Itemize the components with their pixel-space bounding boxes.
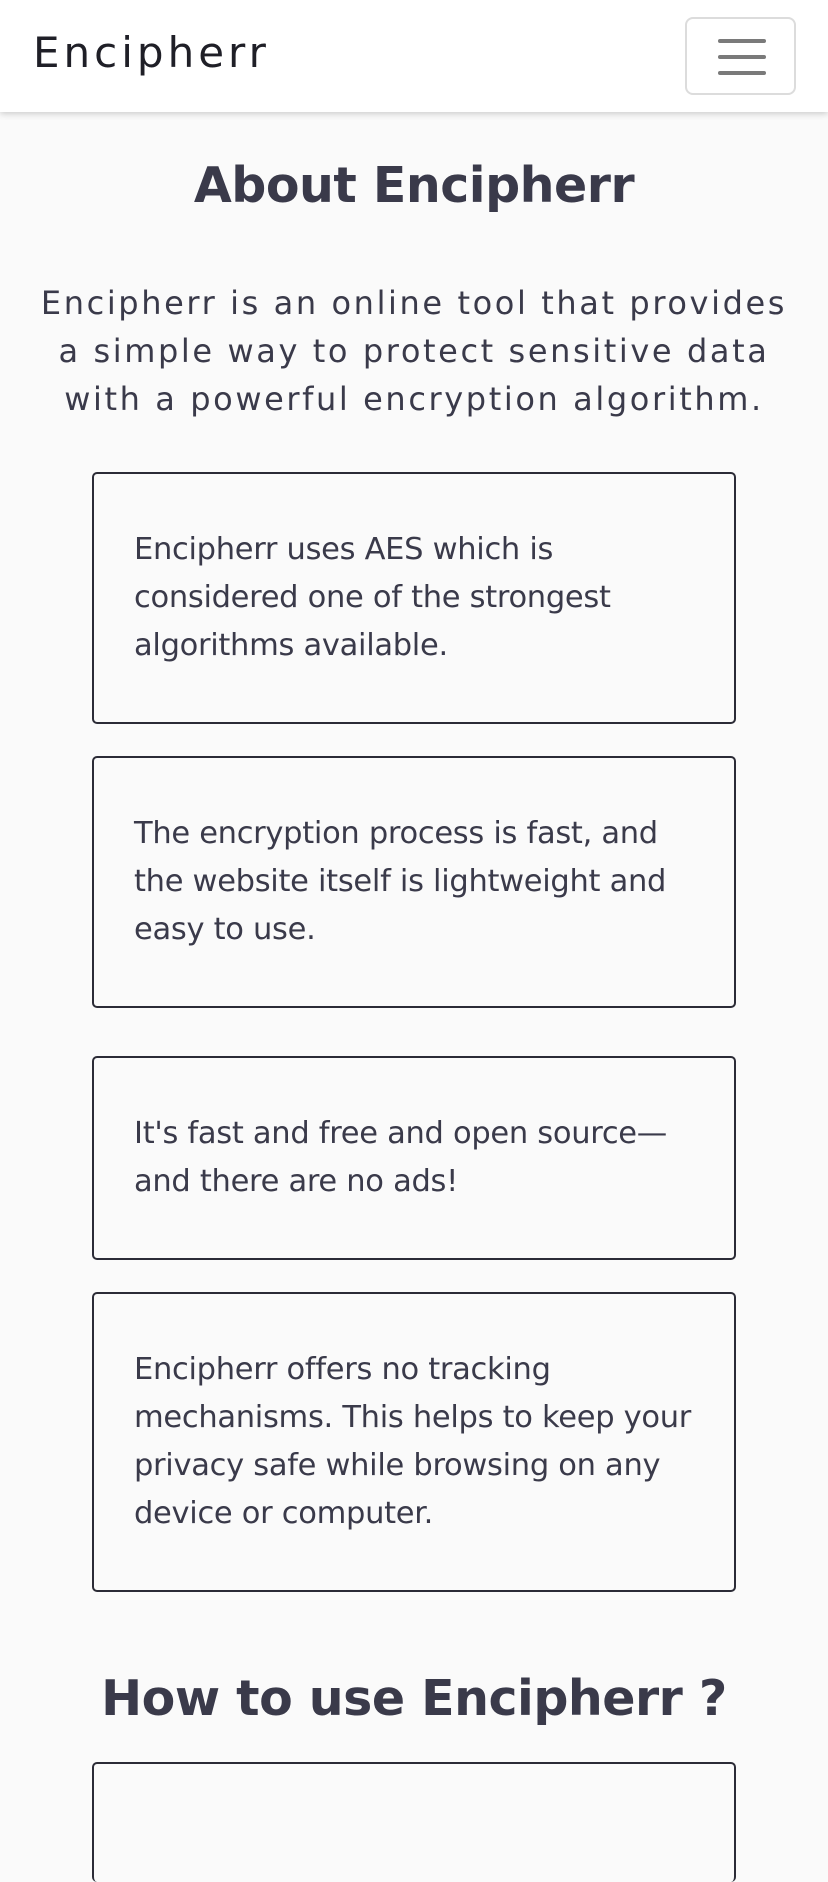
brand-logo[interactable]: Encipherr [33, 28, 270, 77]
about-title: About Encipherr [193, 157, 635, 214]
feature-card-privacy [92, 1292, 736, 1592]
feature-card-aes [92, 472, 736, 724]
about-intro: Encipherr is an online tool that provides a simple way to protect sensitive data with a powerful encryption algorithm. [40, 284, 788, 418]
hamburger-menu-icon-bar [718, 71, 766, 75]
feature-card-fast [92, 756, 736, 1008]
hamburger-menu-icon [718, 39, 766, 43]
feature-card-text: It's fast and free and open source—and there are no ads! [134, 1116, 667, 1199]
hamburger-menu-icon-bar [718, 55, 766, 59]
howto-title: How to use Encipherr ? [101, 1670, 727, 1727]
feature-card-text: The encryption process is fast, and the website itself is lightweight and easy to use. [134, 816, 667, 947]
feature-card-text: Encipherr offers no tracking mechanisms. This helps to keep your privacy safe while browsing on any device or computer. [134, 1352, 692, 1531]
navbar-toggle-button[interactable] [685, 17, 796, 95]
howto-card [92, 1762, 736, 1882]
navbar [0, 0, 828, 112]
feature-card-free [92, 1056, 736, 1260]
feature-card-text: Encipherr uses AES which is considered one of the strongest algorithms available. [134, 532, 611, 663]
